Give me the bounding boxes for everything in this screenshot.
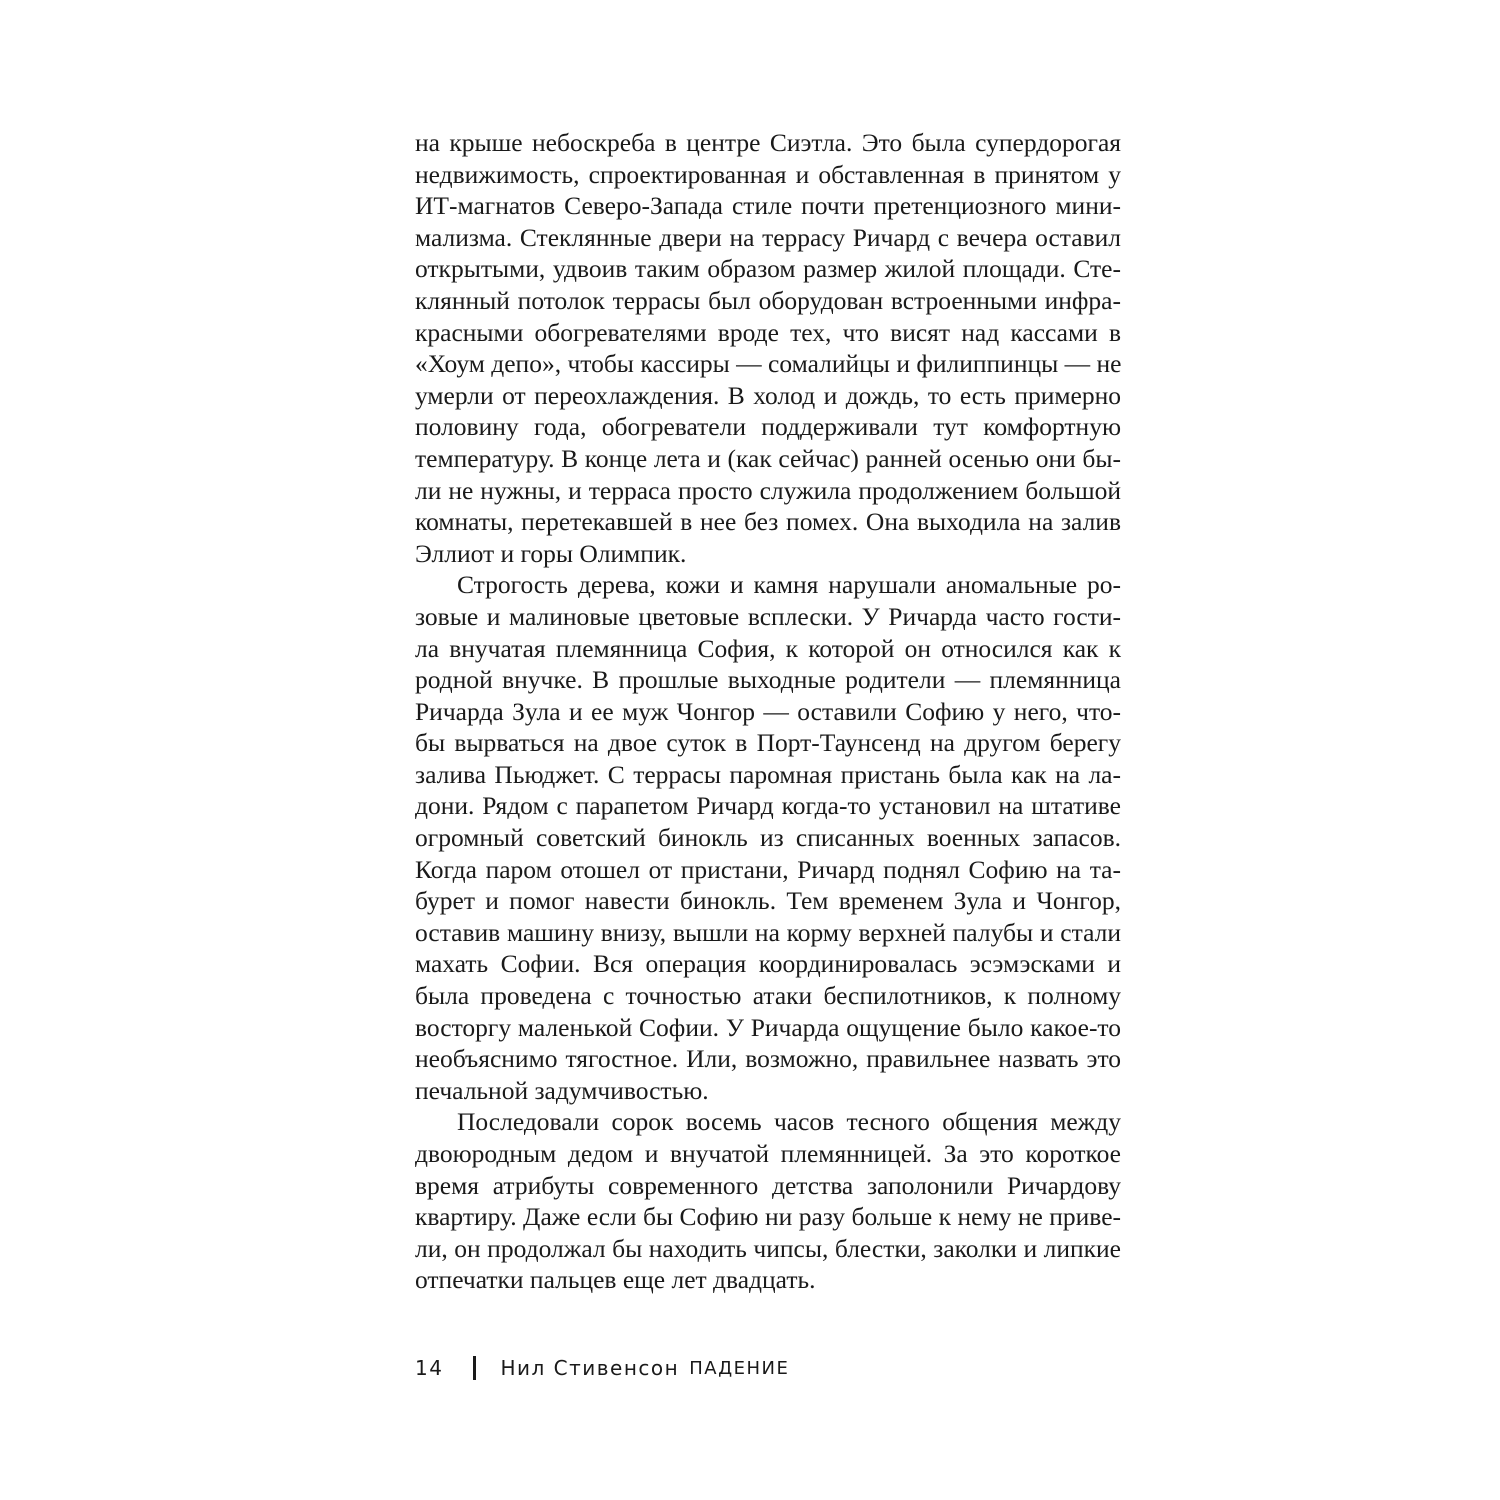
- text-line: отпечатки пальцев еще лет двадцать.: [415, 1265, 816, 1295]
- text-line: время атрибуты современного детства заполонили Ричардову: [415, 1170, 1121, 1200]
- text-line: Последовали сорок восемь часов тесного общения между: [457, 1107, 1121, 1137]
- text-line: ИТ-магнатов Северо-Запада стиле почти претенциозного мини-: [415, 191, 1121, 221]
- text-line: клянный потолок террасы был оборудован встроенными инфра-: [415, 285, 1121, 315]
- text-line: умерли от переохлаждения. В холод и дождь, то есть примерно: [415, 380, 1121, 410]
- book-title: ПАДЕНИЕ: [689, 1357, 790, 1379]
- text-line: Эллиот и горы Олимпик.: [415, 538, 687, 568]
- text-line: квартиру. Даже если бы Софию ни разу больше к нему не приве-: [415, 1202, 1121, 1232]
- footer-divider: [473, 1356, 476, 1380]
- text-line: бурет и помог навести бинокль. Тем временем Зула и Чонгор,: [415, 886, 1121, 916]
- page-footer: [415, 1352, 789, 1384]
- body-text: [415, 127, 1121, 1296]
- text-line: открытыми, удвоив таким образом размер жилой площади. Сте-: [415, 254, 1121, 284]
- text-line: бы вырваться на двое суток в Порт-Таунсенд на другом берегу: [415, 728, 1121, 758]
- text-line: температуру. В конце лета и (как сейчас) ранней осенью они бы-: [415, 443, 1121, 473]
- text-line: половину года, обогреватели поддерживали тут комфортную: [415, 412, 1121, 442]
- text-line: недвижимость, спроектированная и обставленная в принятом у: [415, 159, 1121, 189]
- text-line: огромный советский бинокль из списанных военных запасов.: [415, 823, 1121, 853]
- text-line: оставив машину внизу, вышли на корму верхней палубы и стали: [415, 917, 1121, 947]
- text-line: зовые и малиновые цветовые всплески. У Ричарда часто гости-: [415, 601, 1121, 631]
- text-line: Ричарда Зула и ее муж Чонгор — оставили Софию у него, что-: [415, 696, 1121, 726]
- text-line: залива Пьюджет. С террасы паромная пристань была как на ла-: [415, 759, 1121, 789]
- text-line: ли не нужны, и терраса просто служила продолжением большой: [415, 475, 1121, 505]
- text-line: двоюродным дедом и внучатой племянницей. За это короткое: [415, 1139, 1121, 1168]
- author-name: Нил Стивенсон: [500, 1356, 680, 1380]
- text-line: «Хоум депо», чтобы кассиры — сомалийцы и филиппинцы — не: [415, 349, 1122, 379]
- text-line: ла внучатая племянница София, к которой он относился как к: [415, 633, 1121, 663]
- text-line: Строгость дерева, кожи и камня нарушали аномальные ро-: [457, 570, 1121, 600]
- text-line: мализма. Стеклянные двери на террасу Ричард с вечера оставил: [415, 222, 1121, 252]
- text-line: дони. Рядом с парапетом Ричард когда-то установил на штативе: [415, 791, 1121, 821]
- text-line: печальной задумчивостью.: [415, 1075, 709, 1105]
- text-line: родной внучке. В прошлые выходные родители — племянница: [415, 665, 1121, 695]
- text-line: красными обогревателями вроде тех, что висят над кассами в: [415, 317, 1121, 347]
- text-line: на крыше небоскреба в центре Сиэтла. Это была супердорогая: [415, 128, 1121, 157]
- text-line: восторгу маленькой Софии. У Ричарда ощущение было какое-то: [415, 1012, 1121, 1042]
- page-number: 14: [415, 1356, 444, 1380]
- text-line: махать Софии. Вся операция координировалась эсэмэсками и: [415, 949, 1121, 979]
- text-line: необъяснимо тягостное. Или, возможно, правильнее назвать это: [415, 1044, 1121, 1074]
- text-line: была проведена с точностью атаки беспилотников, к полному: [415, 981, 1121, 1011]
- text-line: комнаты, перетекавшей в нее без помех. Она выходила на залив: [415, 507, 1121, 537]
- text-line: ли, он продолжал бы находить чипсы, блестки, заколки и липкие: [415, 1233, 1121, 1263]
- text-line: Когда паром отошел от пристани, Ричард поднял Софию на та-: [415, 854, 1121, 884]
